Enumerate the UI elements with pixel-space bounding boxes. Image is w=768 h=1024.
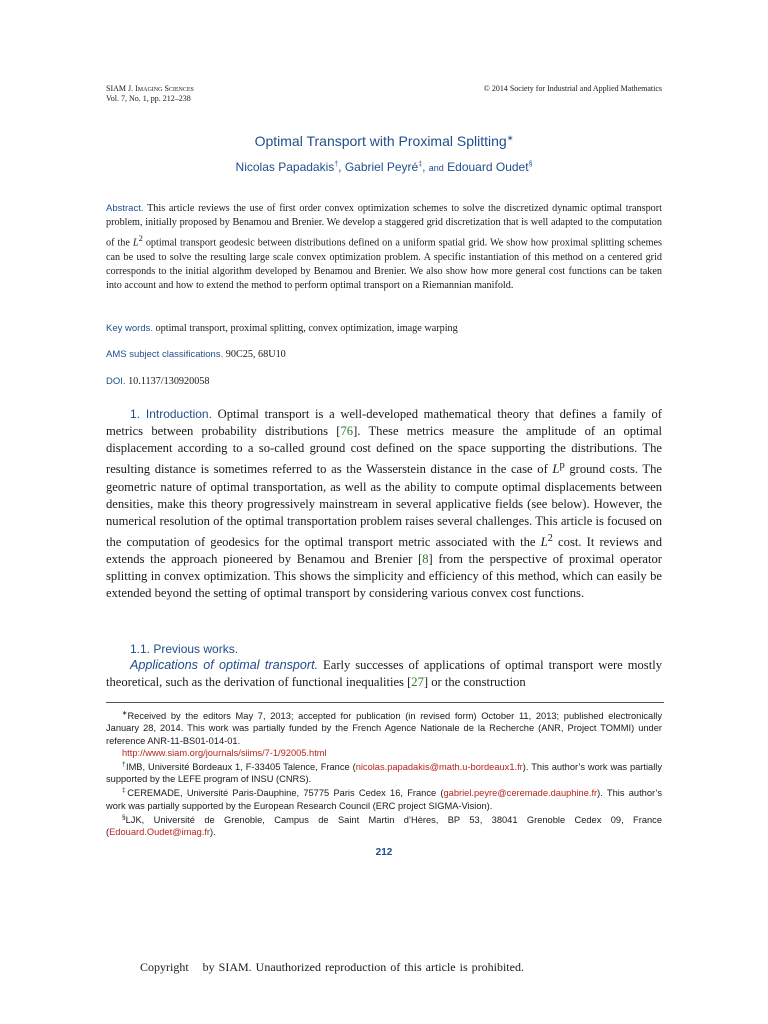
footnote-text: ). <box>210 827 216 838</box>
doi-text: 10.1137/130920058 <box>128 376 210 387</box>
email-link[interactable]: nicolas.papadakis@math.u-bordeaux1.fr <box>355 762 523 772</box>
keywords-label: Key words. <box>106 323 153 334</box>
footnote-text: ). This author’s work was partially supported by the European Research Council (ERC project SIGMA-Vision). <box>106 788 662 811</box>
copyright-word: Copyright <box>140 960 189 974</box>
running-header-copyright: © 2014 Society for Industrial and Applied Mathematics <box>483 84 662 93</box>
author-1-mark: † <box>334 161 339 168</box>
article-url-link[interactable]: http://www.siam.org/journals/siims/7-1/92005.html <box>122 747 327 758</box>
intro-l2: L <box>540 535 548 550</box>
footnote-text: ). This author’s work was partially supported by the LEFE program of INSU (CNRS). <box>106 762 662 785</box>
applications-subheading: Applications of optimal transport. <box>130 658 319 672</box>
footnote-mark: § <box>122 813 126 821</box>
paper-title <box>0 133 768 149</box>
intro-l2-sup: 2 <box>547 532 553 544</box>
abstract <box>106 202 662 294</box>
footnote-mark: ∗ <box>122 710 128 717</box>
author-list: Nicolas Papadakis†, Gabriel Peyré‡, and Edouard Oudet§ <box>235 160 533 174</box>
abstract-text-1: This article reviews the use of first order convex optimization schemes to solve the discretized dynamic optimal transport problem, initially proposed by Benamou and Brenier. We develop a staggered grid discretization that is well adapted to the computation of the <box>106 203 663 249</box>
citation-link[interactable]: 8 <box>422 552 429 567</box>
previous-works-heading: 1.1. Previous works. <box>130 642 239 656</box>
footnote-text: LJK, Université de Grenoble, Campus de Saint Martin d’Hères, BP 53, 38041 Grenoble Cedex 09, France ( <box>106 815 662 838</box>
page-number: 212 <box>375 847 393 858</box>
title-text: Optimal Transport with Proximal Splitting <box>254 133 507 149</box>
footnote-text: CEREMADE, Université Paris-Dauphine, 75775 Paris Cedex 16, France ( <box>127 788 444 799</box>
doi-label: DOI. <box>106 376 126 387</box>
footnote-author-2 <box>106 785 662 812</box>
journal-name: SIAM J. Imaging Sciences <box>106 84 194 93</box>
email-link[interactable]: gabriel.peyre@ceremade.dauphine.fr <box>443 788 598 799</box>
citation-link[interactable]: 76 <box>340 424 354 439</box>
ams-label: AMS subject classifications. <box>106 349 224 360</box>
intro-text-3: ground costs. The geometric nature of optimal transportation, as well as the ability to compute optimal displacements between densities, make this theory progressively mainstream in several applicative fields (see below). However, the numerical resolution of the optimal transportation problem raises several challenges. This article is focused on the computation of geodesics for the optimal transport metric associated with the <box>106 462 662 550</box>
introduction-paragraph <box>106 406 662 602</box>
footnote-mark: ‡ <box>122 787 128 795</box>
intro-text-2: ]. These metrics measure the amplitude of an optimal displacement according to a so-called ground cost defined on the space supporting the distributions. The resulting distance is sometimes referred to as the Wasserstein distance in the case of <box>106 424 662 477</box>
abstract-label: Abstract. <box>106 203 144 214</box>
abstract-text-2: optimal transport geodesic between distributions defined on a uniform spatial grid. We show how proximal splitting schemes can be used to solve the resulting large scale convex optimization problem. A specific instantiation of this method on a centered grid corresponds to the initial algorithm developed by Benamou and Brenier. We also show how more general cost functions can be taken into account and how to extend the method to perform optimal transport on a Riemannian manifold. <box>106 237 663 292</box>
copyright-text: by SIAM. Unauthorized reproduction of this article is prohibited. <box>202 960 524 974</box>
previous-text-2: ] or the construction <box>423 675 526 690</box>
email-link[interactable]: Edouard.Oudet@imag.fr <box>109 827 211 838</box>
running-header-left <box>106 84 194 104</box>
doi <box>106 376 662 387</box>
intro-text-4: cost. It reviews and extends the approach pioneered by Benamou and Brenier [ <box>106 535 662 567</box>
footnote-author-3 <box>106 812 662 839</box>
footnote-divider <box>106 702 664 703</box>
footnote-text: IMB, Université Bordeaux 1, F-33405 Talence, France ( <box>125 762 356 772</box>
keywords <box>106 323 662 334</box>
author-2: Gabriel Peyré <box>344 160 419 174</box>
author-3-mark: § <box>528 161 533 168</box>
previous-text-1: Early successes of applications of optimal transport were mostly theoretical, such as the derivation of functional inequalities [ <box>106 658 663 690</box>
citation-link[interactable]: 27 <box>411 675 424 690</box>
footnote-author-1 <box>106 759 662 786</box>
intro-text-5: ] from the perspective of proximal operator splitting in convex optimization. This shows the simplicity and efficiency of this method, which can easily be extended beyond the setting of optimal transport by considering various convex cost functions. <box>106 552 662 601</box>
keywords-text: optimal transport, proximal splitting, convex optimization, image warping <box>155 323 458 334</box>
author-1: Nicolas Papadakis <box>235 160 335 174</box>
ams-text: 90C25, 68U10 <box>225 349 286 360</box>
previous-works-paragraph <box>106 657 662 691</box>
ams-classifications <box>106 349 662 360</box>
copyright-notice <box>140 960 524 975</box>
author-and: and <box>428 163 444 173</box>
footnote-mark: † <box>122 760 126 768</box>
author-3: Edouard Oudet <box>447 160 529 174</box>
intro-heading: 1. Introduction. <box>130 407 212 421</box>
intro-lp: L <box>552 462 560 477</box>
intro-lp-sup: p <box>559 460 565 472</box>
footnote-text: Received by the editors May 7, 2013; accepted for publication (in revised form) October 11, 2013; published electronically January 28, 2014. This work was partially funded by the French Agence Nationale de la Recherche (ANR, Project TOMMI) under reference ANR-11-BS01-014-01. <box>106 711 662 746</box>
footnote-received <box>106 708 662 759</box>
journal-volume: Vol. 7, No. 1, pp. 212–238 <box>106 94 191 103</box>
footnotes <box>106 708 662 838</box>
abstract-l2-sup: 2 <box>138 232 143 243</box>
intro-text-1: Optimal transport is a well-developed mathematical theory that defines a family of metrics between probability distributions [ <box>106 407 662 439</box>
abstract-l2: L <box>132 237 139 249</box>
author-2-mark: ‡ <box>418 161 423 168</box>
title-footnote-mark: ∗ <box>506 133 514 143</box>
